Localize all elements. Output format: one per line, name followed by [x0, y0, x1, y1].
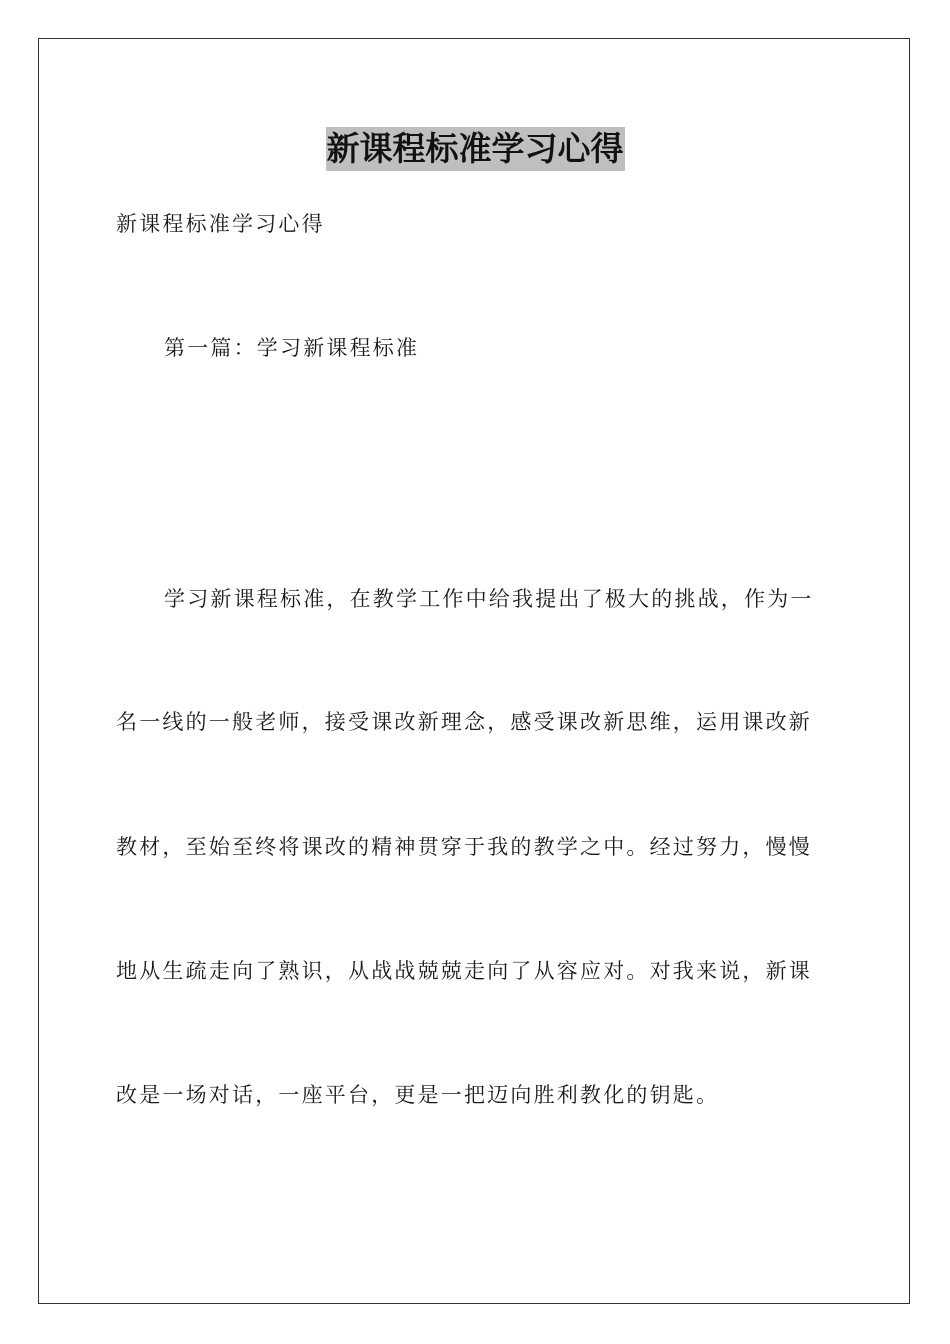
document-title: [0, 127, 950, 171]
paragraph-line: 地从生疏走向了熟识，从战战兢兢走向了从容应对。对我来说，新课: [116, 959, 812, 983]
document-subtitle: 新课程标准学习心得: [116, 212, 325, 236]
paragraph-line: 教材，至始至终将课改的精神贯穿于我的教学之中。经过努力，慢慢: [116, 835, 812, 859]
document-title-text: 新课程标准学习心得: [326, 127, 625, 171]
paragraph-line: 改是一场对话，一座平台，更是一把迈向胜利教化的钥匙。: [116, 1083, 720, 1107]
paragraph-line: 名一线的一般老师，接受课改新理念，感受课改新思维，运用课改新: [116, 710, 812, 734]
paragraph-line: 学习新课程标准，在教学工作中给我提出了极大的挑战，作为一: [164, 587, 814, 611]
section-heading: 第一篇：学习新课程标准: [164, 336, 420, 360]
